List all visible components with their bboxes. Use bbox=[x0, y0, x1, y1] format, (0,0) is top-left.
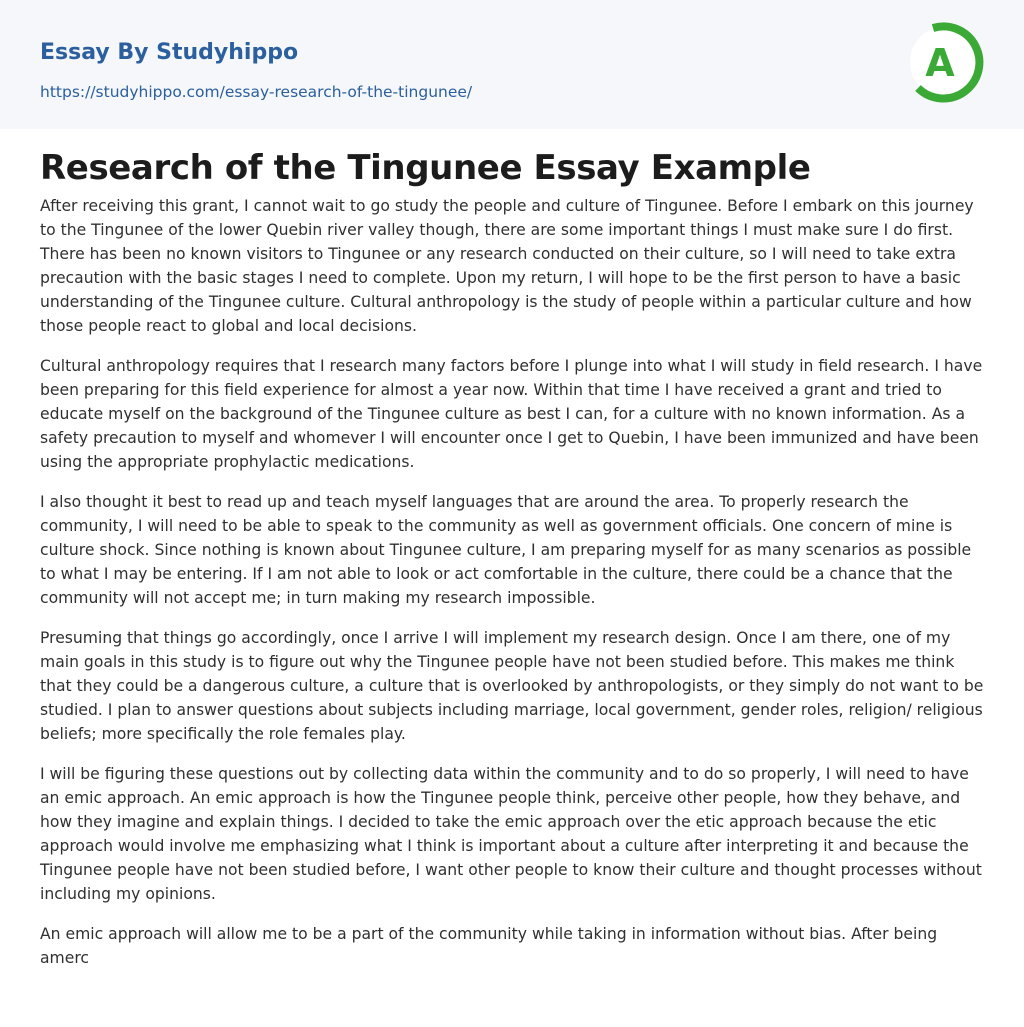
page-url-link[interactable]: https://studyhippo.com/essay-research-of-the-tingunee/ bbox=[40, 83, 473, 101]
essay-paragraph: I also thought it best to read up and teach myself languages that are around the area. To properly research the community, I will need to be able to speak to the community as well as government officials. One concern of mine is culture shock. Since nothing is known about Tingunee culture, I am preparing myself for as many scenarios as possible to what I may be entering. If I am not able to look or act comfortable in the culture, there could be a chance that the community will not accept me; in turn making my research impossible. bbox=[40, 493, 972, 607]
essay-paragraph: After receiving this grant, I cannot wait to go study the people and culture of Tingunee. Before I embark on this journey to the Tingunee of the lower Quebin river valley though, there are some important things I must make sure I do first. There has been no known visitors to Tingunee or any research conducted on their culture, so I will need to take extra precaution with the basic stages I need to complete. Upon my return, I will hope to be the first person to have a basic understanding of the Tingunee culture. Cultural anthropology is the study of people within a particular culture and how those people react to global and local decisions. bbox=[40, 197, 974, 335]
essay-paragraph: I will be figuring these questions out by collecting data within the community and to do so properly, I will need to have an emic approach. An emic approach is how the Tingunee people think, perceive other people, how they behave, and how they imagine and explain things. I decided to take the emic approach over the etic approach because the etic approach would involve me emphasizing what I think is important about a culture after interpreting it and because the Tingunee people have not been studied before, I want other people to know their culture and thought processes without including my opinions. bbox=[40, 765, 982, 903]
page-title: Research of the Tingunee Essay Example bbox=[40, 148, 811, 188]
essay-paragraph: Presuming that things go accordingly, once I arrive I will implement my research design. Once I am there, one of my main goals in this study is to figure out why the Tingunee people have not been studied before. This makes me think that they could be a dangerous culture, a culture that is overlooked by anthropologists, or they simply do not want to be studied. I plan to answer questions about subjects including marriage, local government, gender roles, religion/ religious beliefs; more specifically the role females play. bbox=[40, 629, 984, 743]
site-brand[interactable]: Essay By Studyhippo bbox=[40, 40, 299, 65]
logo-letter: A bbox=[925, 41, 955, 85]
essay-paragraph: An emic approach will allow me to be a part of the community while taking in information without bias. After being amerc bbox=[40, 925, 938, 967]
site-header bbox=[0, 0, 1024, 129]
essay-paragraph: Cultural anthropology requires that I research many factors before I plunge into what I will study in field research. I have been preparing for this field experience for almost a year now. Within that time I have received a grant and tried to educate myself on the background of the Tingunee culture as best I can, for a culture with no known information. As a safety precaution to myself and whomever I will encounter once I get to Quebin, I have been immunized and have been using the appropriate prophylactic medications. bbox=[40, 357, 983, 471]
studyhippo-logo-icon[interactable] bbox=[908, 18, 988, 106]
essay-body bbox=[40, 194, 988, 986]
